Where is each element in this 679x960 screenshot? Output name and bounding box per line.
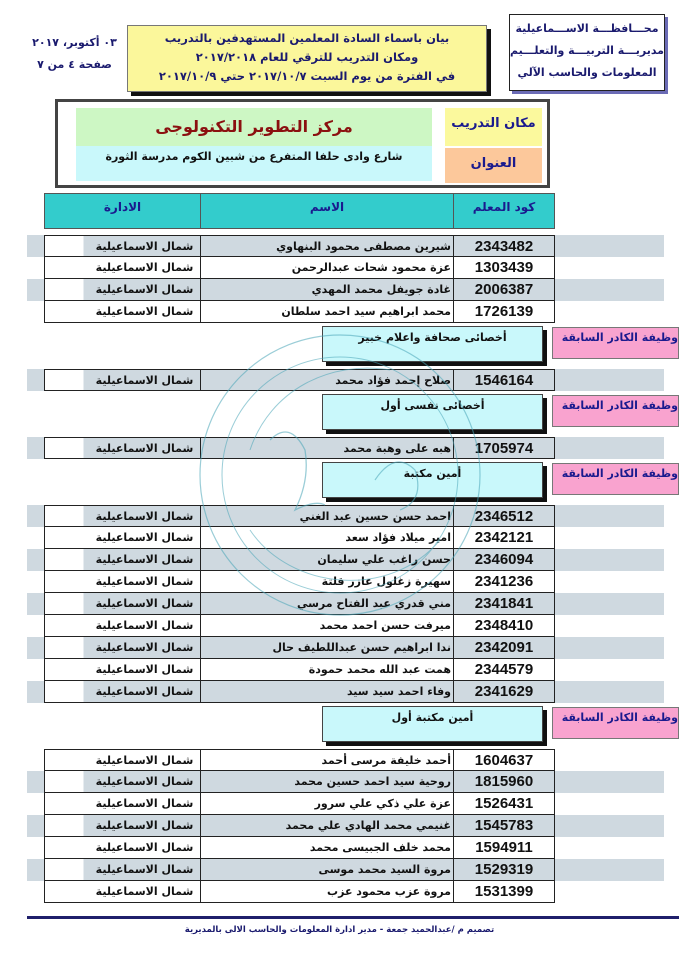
print-date: ٠٣ أكتوبر، ٢٠١٧ <box>32 36 117 49</box>
teacher-name-cell: احمد حسن حسين عبد الغني <box>200 506 453 526</box>
department-cell: شمال الاسماعيلية <box>95 531 194 544</box>
category-box: أخصائى صحافة واعلام خبير <box>322 326 543 362</box>
teacher-code-cell: 1531399 <box>453 881 554 902</box>
category-box: أخصائى نفسى أول <box>322 394 543 430</box>
teacher-name-cell: غادة جويفل محمد المهدي <box>200 279 453 300</box>
teacher-code-cell: 2346094 <box>453 549 554 570</box>
teacher-name-cell: هبه على وهبة محمد <box>200 438 453 458</box>
table-row <box>44 527 555 549</box>
organization-box <box>509 14 665 91</box>
teacher-code-cell: 1705974 <box>453 438 554 458</box>
table-row <box>44 771 555 793</box>
table-row <box>44 881 555 903</box>
teacher-name-cell: مني قدري عبد الفتاح مرسي <box>200 593 453 614</box>
teacher-code-cell: 1594911 <box>453 837 554 858</box>
teacher-code-cell: 2342121 <box>453 527 554 548</box>
title-line: بيان باسماء السادة المعلمين المستهدفين بالتدريب <box>164 31 450 45</box>
department-cell: شمال الاسماعيلية <box>45 506 200 526</box>
table-row <box>44 659 555 681</box>
category-label: وظيفة الكادر السابقة <box>552 463 679 495</box>
org-line: المعلومات والحاسب الآلي <box>517 66 657 79</box>
teacher-code-cell: 1726139 <box>453 301 554 322</box>
teacher-name-cell: شيرين مصطفى محمود البنهاوي <box>200 236 453 256</box>
teacher-code-cell: 2341236 <box>453 571 554 592</box>
teacher-name-cell: غنيمي محمد الهادي علي محمد <box>200 815 453 836</box>
category-box: أمين مكتبة <box>322 462 543 498</box>
department-cell: شمال الاسماعيلية <box>95 754 194 767</box>
footer-divider <box>27 916 679 919</box>
page-number: صفحة ٤ من ٧ <box>37 58 112 71</box>
department-cell: شمال الاسماعيلية <box>45 859 200 880</box>
teacher-name-cell: عزة علي ذكي علي سرور <box>200 793 453 814</box>
training-place-label: مكان التدريب <box>445 108 542 146</box>
footer-credit: تصميم م /عبدالحميد جمعة - مدير ادارة المعلومات والحاسب الالى بالمديرية <box>184 925 495 935</box>
teacher-name-cell: سهيرة زغلول عازر قلتة <box>200 571 453 592</box>
table-row <box>44 549 555 571</box>
table-row <box>44 369 555 391</box>
training-place-value: مركز التطوير التكنولوجى <box>76 108 432 146</box>
department-cell: شمال الاسماعيلية <box>45 438 200 458</box>
department-cell: شمال الاسماعيلية <box>45 236 200 256</box>
category-label: وظيفة الكادر السابقة <box>552 707 679 739</box>
column-header-name: الاسم <box>200 194 453 228</box>
table-row <box>44 681 555 703</box>
teacher-code-cell: 1303439 <box>453 257 554 278</box>
department-cell: شمال الاسماعيلية <box>45 279 200 300</box>
table-row <box>44 793 555 815</box>
table-row <box>44 837 555 859</box>
teacher-name-cell: صلاح إحمد فؤاد محمد <box>200 370 453 390</box>
teacher-code-cell: 2343482 <box>453 236 554 256</box>
table-header <box>44 193 555 229</box>
table-row <box>44 615 555 637</box>
department-cell: شمال الاسماعيلية <box>95 575 194 588</box>
teacher-name-cell: مروة عزب محمود عزب <box>200 881 453 902</box>
teacher-name-cell: محمد ابراهيم سيد احمد سلطان <box>200 301 453 322</box>
org-line: محـــافظـــة الاســـماعيلية <box>515 22 659 35</box>
teacher-name-cell: ندا ابراهيم حسن عبداللطيف حال <box>200 637 453 658</box>
teacher-name-cell: مروة السيد محمد موسى <box>200 859 453 880</box>
training-address-label: العنوان <box>445 148 542 183</box>
table-row <box>44 235 555 257</box>
department-cell: شمال الاسماعيلية <box>95 619 194 632</box>
table-row <box>44 859 555 881</box>
org-line: مديريـــة التربيـــة والتعلـــيم <box>509 44 664 57</box>
teacher-code-cell: 1545783 <box>453 815 554 836</box>
department-cell: شمال الاسماعيلية <box>95 663 194 676</box>
teacher-code-cell: 2006387 <box>453 279 554 300</box>
category-label: وظيفة الكادر السابقة <box>552 395 679 427</box>
column-header-code: كود المعلم <box>453 194 554 228</box>
teacher-name-cell: همت عبد الله محمد حمودة <box>200 659 453 680</box>
teacher-name-cell: عزة محمود شحات عبدالرحمن <box>200 257 453 278</box>
department-cell: شمال الاسماعيلية <box>45 549 200 570</box>
training-address-value: شارع وادى حلفا المتفرع من شبين الكوم مدرسة الثورة <box>76 146 432 181</box>
department-cell: شمال الاسماعيلية <box>95 305 194 318</box>
teacher-name-cell: امير ميلاد فؤاد سعد <box>200 527 453 548</box>
department-cell: شمال الاسماعيلية <box>95 841 194 854</box>
title-line: ومكان التدريب للترقي للعام ٢٠١٧/٢٠١٨ <box>195 50 419 64</box>
department-cell: شمال الاسماعيلية <box>95 261 194 274</box>
teacher-code-cell: 1815960 <box>453 771 554 792</box>
table-row <box>44 301 555 323</box>
teacher-code-cell: 2346512 <box>453 506 554 526</box>
document-title-box <box>127 25 487 92</box>
teacher-name-cell: حسن راغب علي سليمان <box>200 549 453 570</box>
teacher-code-cell: 1546164 <box>453 370 554 390</box>
table-row <box>44 749 555 771</box>
department-cell: شمال الاسماعيلية <box>45 771 200 792</box>
table-row <box>44 279 555 301</box>
teacher-code-cell: 1604637 <box>453 750 554 770</box>
teacher-code-cell: 2342091 <box>453 637 554 658</box>
teacher-name-cell: وفاء احمد سيد سيد <box>200 681 453 702</box>
table-row <box>44 571 555 593</box>
teacher-code-cell: 2341841 <box>453 593 554 614</box>
department-cell: شمال الاسماعيلية <box>95 885 194 898</box>
department-cell: شمال الاسماعيلية <box>45 815 200 836</box>
department-cell: شمال الاسماعيلية <box>45 593 200 614</box>
teacher-code-cell: 2341629 <box>453 681 554 702</box>
table-row <box>44 815 555 837</box>
teacher-code-cell: 1529319 <box>453 859 554 880</box>
department-cell: شمال الاسماعيلية <box>45 637 200 658</box>
teacher-code-cell: 2344579 <box>453 659 554 680</box>
table-row <box>44 437 555 459</box>
teacher-name-cell: أحمد خليفة مرسى أحمد <box>200 750 453 770</box>
teacher-name-cell: روحية سيد احمد حسين محمد <box>200 771 453 792</box>
category-box: أمين مكتبة أول <box>322 706 543 742</box>
table-row <box>44 637 555 659</box>
title-line: في الفترة من يوم السبت ٢٠١٧/١٠/٧ حتي ٢٠١٧/١٠/٩ <box>158 69 456 83</box>
date-page-block <box>22 32 127 76</box>
table-row <box>44 593 555 615</box>
table-row <box>44 505 555 527</box>
department-cell: شمال الاسماعيلية <box>95 797 194 810</box>
department-cell: شمال الاسماعيلية <box>45 370 200 390</box>
teacher-name-cell: محمد خلف الجبيسى محمد <box>200 837 453 858</box>
teacher-code-cell: 2348410 <box>453 615 554 636</box>
category-label: وظيفة الكادر السابقة <box>552 327 679 359</box>
department-cell: شمال الاسماعيلية <box>45 681 200 702</box>
teacher-name-cell: ميرفت حسن احمد محمد <box>200 615 453 636</box>
table-row <box>44 257 555 279</box>
column-header-dept: الادارة <box>103 200 142 214</box>
teacher-code-cell: 1526431 <box>453 793 554 814</box>
